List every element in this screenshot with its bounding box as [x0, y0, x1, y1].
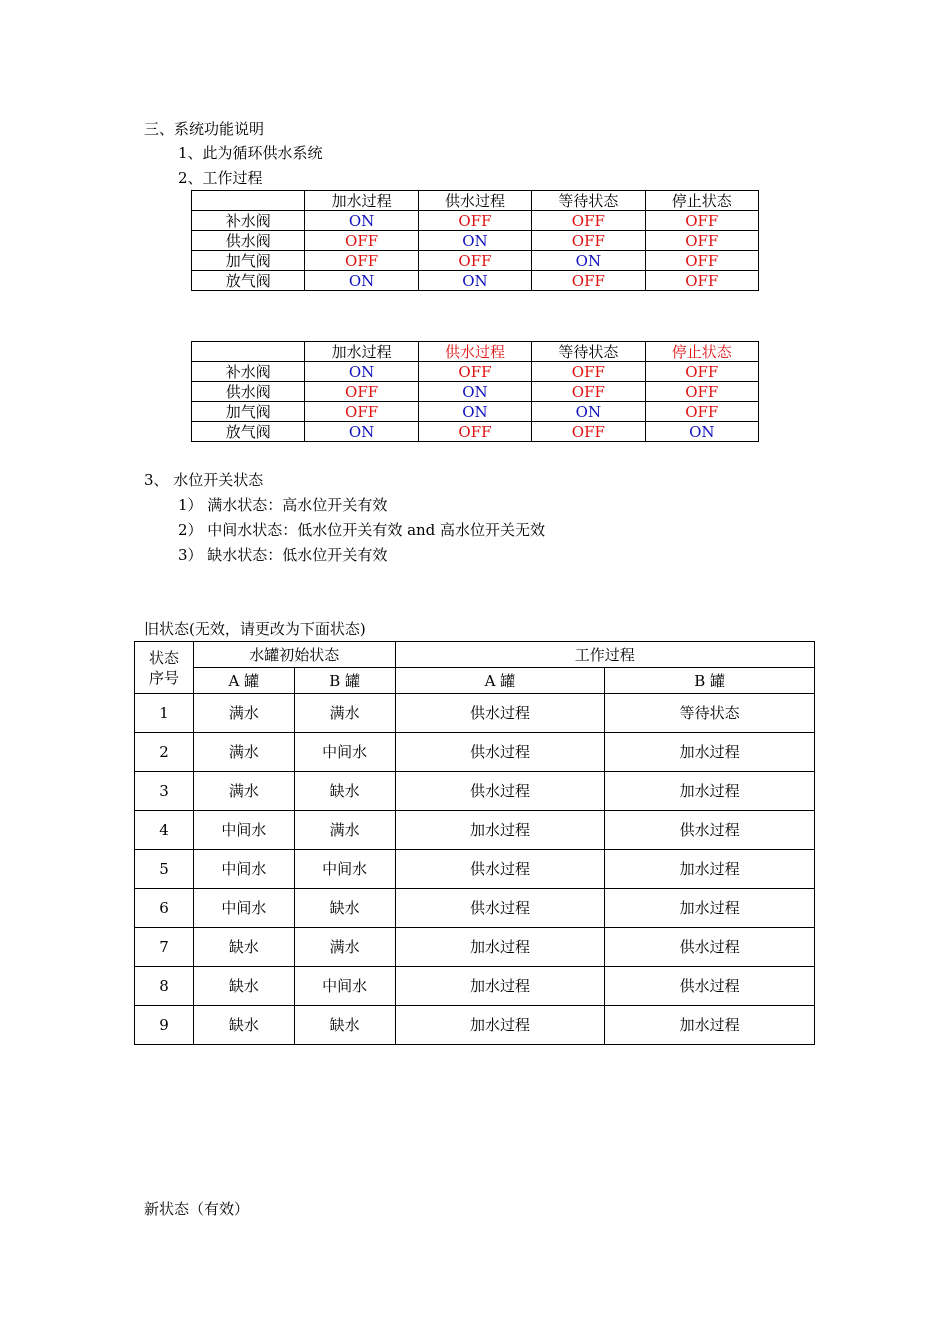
header-cell	[192, 342, 305, 362]
valve-state: OFF	[532, 362, 645, 382]
valve-state: OFF	[645, 382, 758, 402]
b-process-cell: 加水过程	[605, 850, 815, 889]
table-row	[135, 694, 815, 733]
valve-state: OFF	[645, 271, 758, 291]
valve-name: 供水阀	[192, 382, 305, 402]
a-process-cell: 加水过程	[395, 928, 605, 967]
table-row	[192, 211, 759, 231]
header-cell: 等待状态	[532, 191, 645, 211]
header-seq-text: 状态 序号	[148, 648, 179, 687]
section-title: 三、系统功能说明	[144, 120, 265, 138]
valve-state: ON	[532, 251, 645, 271]
valve-name: 加气阀	[192, 251, 305, 271]
valve-name: 供水阀	[192, 231, 305, 251]
b-init-cell: 缺水	[294, 772, 395, 811]
b-process-cell: 供水过程	[605, 811, 815, 850]
b-init-cell: 满水	[294, 694, 395, 733]
seq-cell: 1	[135, 694, 194, 733]
item-1: 1、此为循环供水系统	[178, 144, 323, 162]
a-init-cell: 中间水	[193, 889, 294, 928]
a-init-cell: 满水	[193, 772, 294, 811]
header-seq	[135, 642, 194, 694]
header-cell: 加水过程	[305, 191, 418, 211]
valve-state: ON	[418, 382, 531, 402]
valve-state: ON	[305, 211, 418, 231]
b-init-cell: 中间水	[294, 850, 395, 889]
header-a-proc: A 罐	[395, 668, 605, 694]
valve-state: OFF	[418, 422, 531, 442]
table-row	[192, 251, 759, 271]
valve-state: OFF	[305, 402, 418, 422]
b-init-cell: 满水	[294, 928, 395, 967]
a-process-cell: 供水过程	[395, 694, 605, 733]
seq-cell: 9	[135, 1006, 194, 1045]
header-cell: 加水过程	[305, 342, 418, 362]
b-process-cell: 加水过程	[605, 772, 815, 811]
header-a-init: A 罐	[193, 668, 294, 694]
seq-cell: 7	[135, 928, 194, 967]
table-row	[192, 231, 759, 251]
b-process-cell: 加水过程	[605, 1006, 815, 1045]
table-row	[192, 402, 759, 422]
valve-name: 放气阀	[192, 271, 305, 291]
valve-table-1	[191, 190, 759, 291]
valve-state: ON	[418, 402, 531, 422]
header-cell	[192, 191, 305, 211]
table-row	[135, 733, 815, 772]
valve-state: OFF	[645, 251, 758, 271]
valve-state: OFF	[418, 251, 531, 271]
table-row	[192, 271, 759, 291]
table-row	[192, 362, 759, 382]
sub-item-2: 2） 中间水状态：低水位开关有效 and 高水位开关无效	[178, 521, 546, 539]
sub-item-1: 1） 满水状态：高水位开关有效	[178, 496, 388, 514]
a-init-cell: 中间水	[193, 850, 294, 889]
valve-state: OFF	[532, 422, 645, 442]
a-process-cell: 加水过程	[395, 967, 605, 1006]
valve-state: OFF	[645, 402, 758, 422]
item-2: 2、工作过程	[178, 169, 263, 187]
valve-state: ON	[418, 271, 531, 291]
valve-state: ON	[305, 422, 418, 442]
valve-state: ON	[305, 362, 418, 382]
a-init-cell: 满水	[193, 694, 294, 733]
seq-cell: 5	[135, 850, 194, 889]
a-process-cell: 加水过程	[395, 1006, 605, 1045]
valve-state: OFF	[645, 231, 758, 251]
valve-state: OFF	[305, 231, 418, 251]
valve-state: OFF	[532, 211, 645, 231]
valve-state: ON	[305, 271, 418, 291]
a-process-cell: 供水过程	[395, 733, 605, 772]
table-row	[192, 382, 759, 402]
valve-state: OFF	[532, 271, 645, 291]
b-init-cell: 中间水	[294, 967, 395, 1006]
a-process-cell: 供水过程	[395, 889, 605, 928]
old-state-title: 旧状态(无效，请更改为下面状态)	[144, 620, 366, 638]
b-init-cell: 满水	[294, 811, 395, 850]
header-init: 水罐初始状态	[193, 642, 395, 668]
valve-name: 放气阀	[192, 422, 305, 442]
b-process-cell: 供水过程	[605, 967, 815, 1006]
header-cell: 停止状态	[645, 342, 758, 362]
table-row	[135, 850, 815, 889]
valve-name: 加气阀	[192, 402, 305, 422]
a-init-cell: 中间水	[193, 811, 294, 850]
header-cell: 停止状态	[645, 191, 758, 211]
a-init-cell: 缺水	[193, 1006, 294, 1045]
valve-state: OFF	[645, 211, 758, 231]
b-init-cell: 中间水	[294, 733, 395, 772]
sub-item-3: 3） 缺水状态：低水位开关有效	[178, 546, 388, 564]
b-process-cell: 供水过程	[605, 928, 815, 967]
seq-cell: 6	[135, 889, 194, 928]
seq-cell: 8	[135, 967, 194, 1006]
valve-state: OFF	[532, 231, 645, 251]
table-row	[135, 889, 815, 928]
valve-state: ON	[418, 231, 531, 251]
table-row	[135, 1006, 815, 1045]
header-cell: 等待状态	[532, 342, 645, 362]
table-row	[135, 811, 815, 850]
new-state-title: 新状态（有效）	[144, 1200, 250, 1218]
a-process-cell: 供水过程	[395, 850, 605, 889]
valve-state: OFF	[418, 211, 531, 231]
b-process-cell: 等待状态	[605, 694, 815, 733]
header-b-proc: B 罐	[605, 668, 815, 694]
a-process-cell: 加水过程	[395, 811, 605, 850]
a-init-cell: 满水	[193, 733, 294, 772]
header-b-init: B 罐	[294, 668, 395, 694]
valve-name: 补水阀	[192, 211, 305, 231]
valve-state: OFF	[532, 382, 645, 402]
a-init-cell: 缺水	[193, 928, 294, 967]
valve-table-2	[191, 341, 759, 442]
valve-state: ON	[645, 422, 758, 442]
valve-state: OFF	[645, 362, 758, 382]
b-process-cell: 加水过程	[605, 733, 815, 772]
valve-state: OFF	[305, 382, 418, 402]
valve-state: OFF	[418, 362, 531, 382]
header-process: 工作过程	[395, 642, 814, 668]
b-init-cell: 缺水	[294, 889, 395, 928]
seq-cell: 2	[135, 733, 194, 772]
valve-state: OFF	[305, 251, 418, 271]
header-cell: 供水过程	[418, 191, 531, 211]
table-row	[135, 772, 815, 811]
b-process-cell: 加水过程	[605, 889, 815, 928]
b-init-cell: 缺水	[294, 1006, 395, 1045]
seq-cell: 4	[135, 811, 194, 850]
item-3: 3、 水位开关状态	[144, 471, 264, 489]
table-row	[135, 967, 815, 1006]
table-row	[192, 422, 759, 442]
header-cell: 供水过程	[418, 342, 531, 362]
seq-cell: 3	[135, 772, 194, 811]
valve-name: 补水阀	[192, 362, 305, 382]
state-table	[134, 641, 815, 1045]
valve-state: ON	[532, 402, 645, 422]
table-row	[135, 928, 815, 967]
a-init-cell: 缺水	[193, 967, 294, 1006]
a-process-cell: 供水过程	[395, 772, 605, 811]
